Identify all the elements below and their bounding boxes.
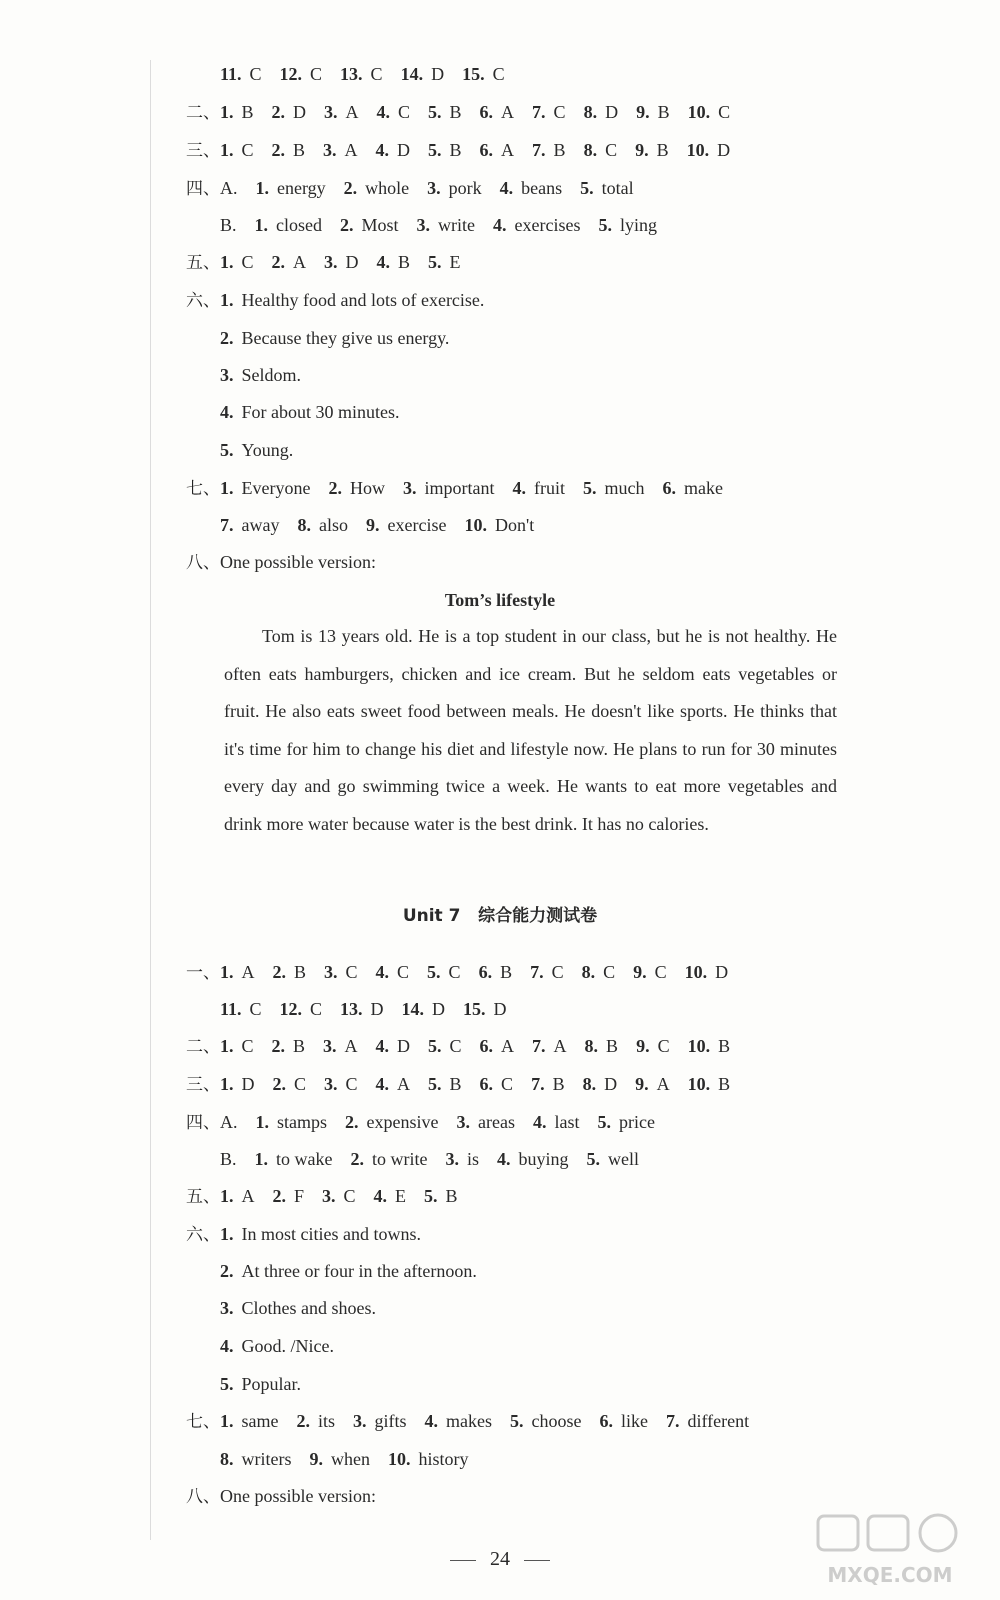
answer-value: whole [365,178,410,198]
answer-row [220,213,675,237]
answer-value: D [493,999,507,1019]
question-number: 4. [375,962,390,982]
question-number: 4. [499,178,514,198]
answer-value: C [249,999,262,1019]
answer-value: write [438,215,475,235]
question-number: 7. [531,1074,545,1094]
question-number: 7. [532,102,546,122]
question-number: 1. [220,252,234,272]
answer-value: expensive [366,1112,439,1132]
section-label: 八、 [186,553,220,573]
answer-value: B [445,1186,458,1206]
answer-value: A [501,102,515,122]
question-number: 13. [340,64,363,84]
question-number: 2. [272,962,286,982]
question-number: 2. [340,215,354,235]
question-number: 15. [463,999,486,1019]
sub-label: A. [220,178,238,198]
question-number: 9. [635,1074,649,1094]
answer-value: C [718,102,731,122]
answer-value: D [345,252,359,272]
answer-row [186,1222,439,1247]
question-number: 5. [428,1036,442,1056]
answer-row [186,1184,476,1209]
answer-value: C [553,102,566,122]
answer-row [220,997,525,1021]
answer-value: C [654,962,667,982]
answer-row [186,100,748,125]
margin-rule [150,60,151,1540]
question-number: 1. [220,290,234,310]
question-number: 8. [297,515,311,535]
answer-value: closed [276,215,322,235]
question-number: 4. [512,478,526,498]
question-number: 7. [532,1036,546,1056]
section-label: 二、 [186,103,220,123]
question-number: 2. [350,1149,364,1169]
answer-value: when [330,1449,370,1469]
section-label: 六、 [186,1225,220,1245]
question-number: 1. [220,140,234,160]
question-number: 5. [597,1112,611,1132]
watermark-text: MXQE.COM [827,1563,953,1587]
question-number: 1. [255,178,269,198]
answer-row [220,62,523,86]
question-number: 3. [402,478,417,498]
answer-row [186,1034,748,1059]
answer-value: B [293,140,306,160]
answer-value: buying [518,1149,569,1169]
answer-value: C [551,962,564,982]
unit-heading [0,904,1000,928]
answer-value: C [605,140,618,160]
answer-row [186,1072,748,1097]
question-number: 3. [220,365,234,385]
question-number: 1. [220,1186,234,1206]
question-number: 1. [254,1149,269,1169]
answer-value: At three or four in the afternoon. [241,1261,477,1281]
question-number: 15. [462,64,485,84]
question-number: 12. [279,999,303,1019]
answer-value: D [604,1074,618,1094]
answer-value: D [293,102,307,122]
answer-row [220,400,418,424]
question-number: 10. [687,1036,711,1056]
question-number: 7. [532,140,546,160]
answer-value: total [601,178,634,198]
answer-value: well [608,1149,640,1169]
answer-value: choose [531,1411,582,1431]
question-number: 2. [220,1261,234,1281]
watermark-logo [810,1510,970,1590]
answer-value: D [431,64,445,84]
question-number: 1. [220,1074,234,1094]
answer-value: A [344,1036,358,1056]
answer-row [186,288,502,313]
question-number: 2. [328,478,342,498]
answer-value: exercises [514,215,581,235]
answer-value: C [398,102,411,122]
question-number: 5. [428,252,442,272]
answer-value: like [620,1411,648,1431]
essay-text: Tom is 13 years old. He is a top student in our class, but he is not healthy. He often eats hamburgers, chicken and ice cream. But he seldom eats vegetables or fruit. He also eats sweet food between meals. He doesn't like sports. He thinks that it's time for him to change his diet and lifestyle now. He plans to run for 30 minutes every day and go swimming twice a week. He wants to eat more vegetables and drink more water because water is the best drink. It has no calories. [224,626,837,834]
answer-value: B [656,140,669,160]
answer-value: F [294,1186,305,1206]
answer-value: important [424,478,495,498]
answer-row [186,1484,376,1509]
answer-value: B [500,962,513,982]
answer-value: B [718,1074,731,1094]
question-number: 2. [220,328,234,348]
answer-value: price [618,1112,655,1132]
essay-title: Tom’s lifestyle [444,590,556,610]
answer-value: fruit [533,478,565,498]
answer-value: Don't [494,515,535,535]
question-number: 11. [220,64,242,84]
question-number: 6. [599,1411,613,1431]
answer-value: Everyone [241,478,311,498]
answer-value: B [552,1074,565,1094]
question-number: 8. [583,102,598,122]
question-number: 3. [323,1036,337,1056]
answer-value: D [605,102,619,122]
question-number: 2. [345,1112,359,1132]
answer-value: makes [446,1411,492,1431]
question-number: 10. [687,102,711,122]
answer-value: C [657,1036,670,1056]
answer-value: A [293,252,307,272]
answer-value: D [397,140,411,160]
question-number: 9. [636,102,650,122]
question-number: 5. [598,215,612,235]
answer-row [220,1296,394,1320]
question-number: 8. [584,1036,599,1056]
answer-value: A [656,1074,670,1094]
question-number: 10. [687,1074,711,1094]
answer-value: C [492,64,505,84]
question-number: 1. [220,1411,234,1431]
answer-value: B [449,102,462,122]
answer-value: writers [241,1449,292,1469]
section-label: 七、 [186,479,220,499]
answer-value: energy [277,178,326,198]
answer-value: B [294,962,307,982]
answer-row [220,1372,319,1396]
unit-heading-text: Unit 7 综合能力测试卷 [402,906,598,926]
question-number: 3. [324,102,338,122]
question-number: 5. [428,140,442,160]
section-label: 四、 [186,1113,220,1133]
answer-value: history [418,1449,469,1469]
question-number: 5. [424,1186,438,1206]
question-number: 3. [445,1149,459,1169]
answer-value: lying [619,215,657,235]
question-number: 4. [375,1074,390,1094]
answer-value: C [345,962,358,982]
version-note: One possible version: [220,1486,376,1506]
answer-value: to wake [276,1149,333,1169]
question-number: 9. [309,1449,323,1469]
question-number: 14. [401,999,425,1019]
answer-row [220,326,467,350]
answer-row [220,363,319,387]
answer-row [186,1110,673,1135]
answer-value: E [449,252,461,272]
question-number: 5. [220,440,234,460]
question-number: 4. [375,1036,390,1056]
question-number: 6. [662,478,676,498]
answer-value: Most [361,215,399,235]
question-number: 9. [633,962,647,982]
answer-value: B [606,1036,619,1056]
answer-value: Good. /Nice. [241,1336,334,1356]
answer-value: For about 30 minutes. [241,402,400,422]
answer-row [186,476,741,501]
answer-value: A [344,140,358,160]
question-number: 1. [254,215,269,235]
question-number: 3. [427,178,441,198]
question-number: 3. [323,140,337,160]
section-label: 四、 [186,179,220,199]
answer-value: Popular. [241,1374,302,1394]
question-number: 2. [272,1074,286,1094]
answer-value: D [432,999,446,1019]
answer-value: Young. [241,440,294,460]
question-number: 2. [271,1036,286,1056]
section-label: 一、 [186,963,220,983]
question-number: 11. [220,999,242,1019]
answer-value: Healthy food and lots of exercise. [241,290,485,310]
question-number: 5. [427,962,441,982]
question-number: 9. [365,515,380,535]
answer-value: B [241,102,254,122]
question-number: 2. [271,252,286,272]
answer-value: C [241,1036,254,1056]
answer-row [220,1259,495,1283]
question-number: 2. [296,1411,310,1431]
answer-value: C [343,1186,356,1206]
question-number: 10. [686,140,710,160]
section-label: 七、 [186,1412,220,1432]
section-label: 三、 [186,1075,220,1095]
question-number: 1. [220,1224,234,1244]
answer-value: In most cities and towns. [241,1224,421,1244]
question-number: 9. [636,1036,650,1056]
page-number-text: 24 [490,1548,510,1570]
section-label: 八、 [186,1487,220,1507]
question-number: 5. [428,102,442,122]
answer-value: A [397,1074,411,1094]
answer-value: A [553,1036,567,1056]
answer-value: A [345,102,359,122]
answer-value: B [657,102,670,122]
answer-value: C [448,962,461,982]
answer-value: Clothes and shoes. [241,1298,376,1318]
answer-row [220,1334,352,1358]
answer-value: much [604,478,645,498]
question-number: 1. [220,478,234,498]
question-number: 6. [479,1036,494,1056]
answer-value: beans [521,178,563,198]
answer-row [220,1447,487,1471]
answer-value: D [241,1074,255,1094]
answer-value: B [293,1036,306,1056]
answer-value: pork [448,178,482,198]
answer-value: A [241,1186,255,1206]
question-number: 7. [530,962,544,982]
answer-value: also [318,515,348,535]
question-number: 4. [220,402,234,422]
answer-value: C [310,64,323,84]
answer-value: C [241,140,254,160]
answer-value: C [345,1074,358,1094]
answer-value: last [554,1112,580,1132]
section-label: 三、 [186,141,220,161]
question-number: 9. [635,140,649,160]
question-number: 1. [220,102,234,122]
question-number: 10. [684,962,708,982]
section-label: 六、 [186,291,220,311]
answer-value: B [449,140,462,160]
answer-value: C [241,252,254,272]
question-number: 7. [665,1411,680,1431]
answer-row [186,550,376,575]
answer-value: C [397,962,410,982]
question-number: 8. [583,140,598,160]
section-label: 五、 [186,253,220,273]
question-number: 2. [343,178,358,198]
answer-row [186,176,652,201]
answer-value: different [687,1411,750,1431]
question-number: 1. [255,1112,269,1132]
sub-label: B. [220,1149,237,1169]
sub-label: A. [220,1112,238,1132]
question-number: 8. [581,962,596,982]
question-number: 6. [478,962,493,982]
answer-value: B [449,1074,462,1094]
answer-row [220,513,552,537]
question-number: 7. [220,515,234,535]
answer-value: D [715,962,729,982]
question-number: 10. [464,515,487,535]
question-number: 4. [497,1149,511,1169]
answer-value: C [294,1074,307,1094]
answer-value: D [397,1036,411,1056]
answer-value: D [370,999,384,1019]
question-number: 4. [424,1411,439,1431]
answer-value: to write [372,1149,428,1169]
question-number: 1. [220,962,234,982]
question-number: 5. [510,1411,524,1431]
question-number: 3. [324,962,338,982]
question-number: 2. [272,1186,286,1206]
answer-value: C [310,999,323,1019]
question-number: 5. [582,478,597,498]
question-number: 3. [220,1298,234,1318]
answer-value: B [718,1036,731,1056]
question-number: 10. [387,1449,411,1469]
answer-value: A [501,1036,515,1056]
question-number: 3. [324,1074,338,1094]
sub-label: B. [220,215,237,235]
answer-value: exercise [387,515,447,535]
question-number: 6. [479,1074,494,1094]
question-number: 6. [479,140,494,160]
question-number: 5. [580,178,594,198]
answer-value: make [683,478,723,498]
question-number: 4. [375,140,390,160]
essay-body [224,618,837,844]
answer-value: C [603,962,616,982]
answer-value: away [241,515,280,535]
question-number: 5. [586,1149,601,1169]
question-number: 4. [376,102,391,122]
answer-value: Because they give us energy. [241,328,450,348]
question-number: 12. [279,64,303,84]
answer-value: A [501,140,515,160]
question-number: 8. [582,1074,597,1094]
question-number: 2. [271,102,286,122]
question-number: 6. [479,102,494,122]
answer-value: areas [478,1112,515,1132]
answer-value: C [449,1036,462,1056]
answer-value: is [467,1149,480,1169]
question-number: 4. [373,1186,388,1206]
answer-row [220,1147,657,1171]
answer-row [220,438,311,462]
question-number: 3. [322,1186,336,1206]
version-note: One possible version: [220,552,376,572]
question-number: 5. [220,1374,234,1394]
question-number: 4. [532,1112,547,1132]
question-number: 3. [416,215,431,235]
answer-value: Seldom. [241,365,302,385]
answer-value: B [398,252,411,272]
answer-value: E [395,1186,407,1206]
answer-row [186,1409,767,1434]
answer-value: C [249,64,262,84]
answer-row [186,250,479,275]
question-number: 4. [493,215,507,235]
answer-value: D [717,140,731,160]
question-number: 4. [376,252,391,272]
answer-row [186,138,748,163]
question-number: 3. [456,1112,470,1132]
answer-value: its [317,1411,335,1431]
answer-value: C [370,64,383,84]
answer-value: A [241,962,255,982]
answer-value: stamps [277,1112,328,1132]
question-number: 1. [220,1036,234,1056]
answer-row [186,960,746,985]
answer-value: C [501,1074,514,1094]
question-number: 13. [340,999,363,1019]
question-number: 3. [324,252,338,272]
question-number: 8. [220,1449,234,1469]
question-number: 5. [428,1074,442,1094]
section-label: 二、 [186,1037,220,1057]
answer-value: gifts [374,1411,407,1431]
question-number: 4. [220,1336,234,1356]
question-number: 3. [353,1411,367,1431]
answer-value: same [241,1411,279,1431]
question-number: 2. [271,140,286,160]
question-number: 14. [400,64,424,84]
answer-value: How [349,478,385,498]
answer-value: B [553,140,566,160]
section-label: 五、 [186,1187,220,1207]
